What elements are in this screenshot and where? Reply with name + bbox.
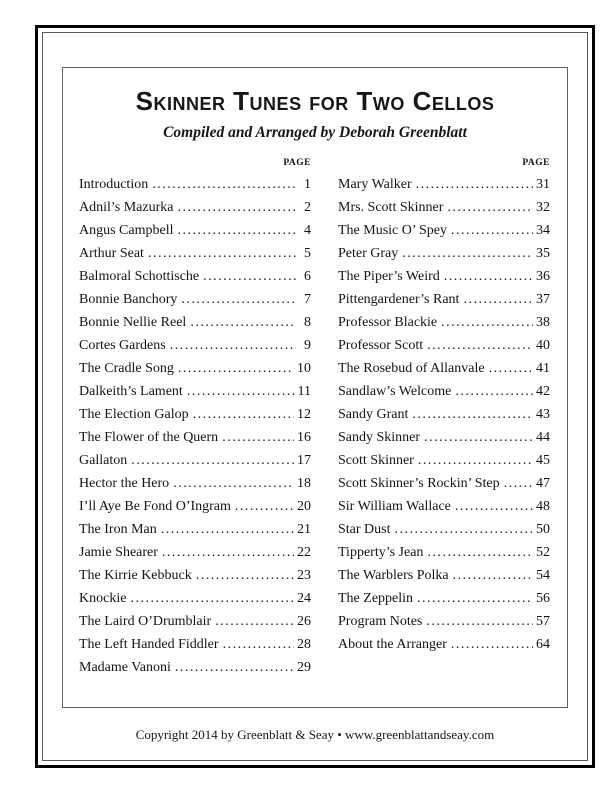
toc-entry-title: The Music O’ Spey xyxy=(338,223,447,238)
dot-leader xyxy=(427,541,533,564)
toc-entry-title: The Zeppelin xyxy=(338,591,414,606)
toc-entry-title: The Rosebud of Allanvale xyxy=(338,361,485,376)
toc-entry xyxy=(79,495,311,518)
toc-entry-page-number: 26 xyxy=(297,614,311,629)
toc-entry-page-number: 20 xyxy=(297,499,311,514)
column-header-page-right: PAGE xyxy=(522,158,550,168)
dot-leader xyxy=(161,518,294,541)
toc-entry-title: Madame Vanoni xyxy=(79,660,171,675)
dot-leader xyxy=(178,357,294,380)
toc-entry xyxy=(79,242,311,265)
toc-entry-title: Professor Scott xyxy=(338,338,424,353)
dot-leader xyxy=(177,196,296,219)
toc-entry xyxy=(338,587,550,610)
toc-entry-page-number: 21 xyxy=(297,522,311,537)
toc-content-box xyxy=(62,67,568,708)
toc-entry-title: Sandlaw’s Welcome xyxy=(338,384,452,399)
dot-leader xyxy=(395,518,534,541)
dot-leader xyxy=(455,495,533,518)
dot-leader xyxy=(427,334,533,357)
toc-right-column xyxy=(338,158,550,656)
toc-entry-title: Knockie xyxy=(79,591,127,606)
toc-entry-page-number: 41 xyxy=(536,361,550,376)
toc-entry-page-number: 16 xyxy=(297,430,311,445)
toc-entry xyxy=(79,380,311,403)
toc-entry xyxy=(338,633,550,656)
toc-entry-title: Professor Blackie xyxy=(338,315,438,330)
toc-entry-title: Introduction xyxy=(79,177,149,192)
dot-leader xyxy=(187,380,295,403)
toc-entry xyxy=(79,265,311,288)
toc-entry-title: The Left Handed Fiddler xyxy=(79,637,219,652)
toc-entry-page-number: 56 xyxy=(536,591,550,606)
toc-entry xyxy=(79,472,311,495)
dot-leader xyxy=(441,311,533,334)
toc-entry-title: Arthur Seat xyxy=(79,246,144,261)
toc-entry xyxy=(338,610,550,633)
dot-leader xyxy=(447,196,533,219)
toc-entry-title: Balmoral Schottische xyxy=(79,269,200,284)
toc-entry-page-number: 43 xyxy=(536,407,550,422)
toc-entry-page-number: 23 xyxy=(297,568,311,583)
toc-entry-title: Hector the Hero xyxy=(79,476,170,491)
toc-entry xyxy=(338,311,550,334)
dot-leader xyxy=(235,495,294,518)
dot-leader xyxy=(173,472,294,495)
toc-entry xyxy=(338,288,550,311)
dot-leader xyxy=(190,311,296,334)
toc-entry xyxy=(79,357,311,380)
toc-entry-page-number: 36 xyxy=(536,269,550,284)
toc-entry-page-number: 64 xyxy=(536,637,550,652)
toc-entry xyxy=(338,380,550,403)
toc-entry-title: The Flower of the Quern xyxy=(79,430,219,445)
toc-entry-page-number: 31 xyxy=(536,177,550,192)
toc-entry-title: Star Dust xyxy=(338,522,391,537)
toc-entry-page-number: 5 xyxy=(304,246,311,261)
toc-entry-page-number: 54 xyxy=(536,568,550,583)
dot-leader xyxy=(412,403,533,426)
toc-entry-page-number: 52 xyxy=(536,545,550,560)
dot-leader xyxy=(130,587,294,610)
toc-entry xyxy=(79,518,311,541)
toc-entry-page-number: 7 xyxy=(304,292,311,307)
dot-leader xyxy=(451,219,533,242)
dot-leader xyxy=(162,541,294,564)
toc-entry-page-number: 38 xyxy=(536,315,550,330)
toc-entry-page-number: 57 xyxy=(536,614,550,629)
toc-entry-page-number: 50 xyxy=(536,522,550,537)
toc-entry xyxy=(79,173,311,196)
toc-entry-title: Mary Walker xyxy=(338,177,412,192)
dot-leader xyxy=(175,656,294,679)
toc-entry xyxy=(338,265,550,288)
dot-leader xyxy=(455,380,533,403)
toc-entry-page-number: 4 xyxy=(304,223,311,238)
toc-entry-title: Scott Skinner xyxy=(338,453,414,468)
toc-entry xyxy=(79,449,311,472)
copyright-footer: Copyright 2014 by Greenblatt & Seay • www.greenblattandseay.com xyxy=(135,727,495,742)
toc-entry-title: Adnil’s Mazurka xyxy=(79,200,174,215)
toc-entry-title: Pittengardener’s Rant xyxy=(338,292,460,307)
toc-entry-page-number: 17 xyxy=(297,453,311,468)
dot-leader xyxy=(451,633,533,656)
dot-leader xyxy=(444,265,533,288)
toc-entry xyxy=(79,564,311,587)
toc-entry-page-number: 6 xyxy=(304,269,311,284)
toc-entry-page-number: 35 xyxy=(536,246,550,261)
toc-entry-title: Peter Gray xyxy=(338,246,399,261)
toc-entry xyxy=(79,541,311,564)
toc-entry xyxy=(79,403,311,426)
toc-entry xyxy=(338,196,550,219)
toc-entry-title: The Warblers Polka xyxy=(338,568,449,583)
toc-entry-page-number: 42 xyxy=(536,384,550,399)
dot-leader xyxy=(215,610,294,633)
toc-entry xyxy=(79,311,311,334)
toc-entry-title: Tipperty’s Jean xyxy=(338,545,424,560)
toc-entry-page-number: 40 xyxy=(536,338,550,353)
toc-entry-page-number: 8 xyxy=(304,315,311,330)
toc-entry xyxy=(79,219,311,242)
toc-entry-title: Sandy Skinner xyxy=(338,430,421,445)
toc-entry xyxy=(338,334,550,357)
toc-entry-page-number: 11 xyxy=(297,384,311,399)
toc-entry-page-number: 9 xyxy=(304,338,311,353)
dot-leader xyxy=(170,334,296,357)
toc-entry-title: The Iron Man xyxy=(79,522,157,537)
dot-leader xyxy=(463,288,533,311)
toc-entry xyxy=(338,173,550,196)
toc-entry xyxy=(338,495,550,518)
dot-leader xyxy=(152,173,296,196)
toc-entry xyxy=(338,564,550,587)
toc-entry-title: Jamie Shearer xyxy=(79,545,158,560)
dot-leader xyxy=(426,610,533,633)
toc-entry xyxy=(338,403,550,426)
dot-leader xyxy=(418,449,533,472)
toc-entry-page-number: 18 xyxy=(297,476,311,491)
toc-entry-title: Sir William Wallace xyxy=(338,499,451,514)
toc-entry xyxy=(338,518,550,541)
toc-entry-title: Mrs. Scott Skinner xyxy=(338,200,444,215)
toc-entry xyxy=(79,426,311,449)
toc-entry-title: Gallaton xyxy=(79,453,128,468)
toc-entry-title: Bonnie Banchory xyxy=(79,292,178,307)
toc-entry-page-number: 29 xyxy=(297,660,311,675)
dot-leader xyxy=(178,219,297,242)
toc-entry-page-number: 22 xyxy=(297,545,311,560)
toc-entry-title: I’ll Aye Be Fond O’Ingram xyxy=(79,499,231,514)
toc-entry-page-number: 48 xyxy=(536,499,550,514)
dot-leader xyxy=(416,173,533,196)
toc-entry-title: Bonnie Nellie Reel xyxy=(79,315,187,330)
toc-entry-page-number: 32 xyxy=(536,200,550,215)
dot-leader xyxy=(148,242,296,265)
column-header-page-left: PAGE xyxy=(283,158,311,168)
toc-entry xyxy=(338,541,550,564)
dot-leader xyxy=(193,403,294,426)
toc-entry-title: The Kirrie Kebbuck xyxy=(79,568,192,583)
toc-entry-page-number: 28 xyxy=(297,637,311,652)
toc-entry xyxy=(79,288,311,311)
toc-entry xyxy=(79,610,311,633)
toc-entry xyxy=(338,242,550,265)
toc-entry xyxy=(79,196,311,219)
toc-entry xyxy=(338,426,550,449)
toc-entry xyxy=(338,219,550,242)
dot-leader xyxy=(203,265,296,288)
dot-leader xyxy=(489,357,533,380)
dot-leader xyxy=(424,426,533,449)
toc-left-column xyxy=(79,158,311,679)
toc-entry-page-number: 1 xyxy=(304,177,311,192)
toc-entry-title: Cortes Gardens xyxy=(79,338,166,353)
toc-entry xyxy=(79,334,311,357)
dot-leader xyxy=(196,564,294,587)
toc-entry-page-number: 37 xyxy=(536,292,550,307)
toc-entry-title: Scott Skinner’s Rockin’ Step xyxy=(338,476,500,491)
page-title: Skinner Tunes for Two Cellos xyxy=(135,86,495,116)
toc-entry-page-number: 45 xyxy=(536,453,550,468)
toc-entry-title: The Cradle Song xyxy=(79,361,174,376)
toc-entry-title: The Election Galop xyxy=(79,407,189,422)
toc-entry-title: Sandy Grant xyxy=(338,407,409,422)
toc-entry-title: The Laird O’Drumblair xyxy=(79,614,212,629)
dot-leader xyxy=(504,472,533,495)
toc-entry-page-number: 34 xyxy=(536,223,550,238)
toc-entry xyxy=(338,472,550,495)
dot-leader xyxy=(181,288,296,311)
dot-leader xyxy=(223,633,294,656)
toc-entry-title: Angus Campbell xyxy=(79,223,174,238)
dot-leader xyxy=(402,242,533,265)
toc-entry-page-number: 44 xyxy=(536,430,550,445)
dot-leader xyxy=(222,426,294,449)
toc-entry-title: About the Arranger xyxy=(338,637,447,652)
toc-entry-title: Dalkeith’s Lament xyxy=(79,384,183,399)
toc-entry xyxy=(79,633,311,656)
toc-entry-page-number: 12 xyxy=(297,407,311,422)
toc-entry xyxy=(79,656,311,679)
toc-entry-page-number: 47 xyxy=(536,476,550,491)
toc-entry-page-number: 10 xyxy=(297,361,311,376)
toc-entry xyxy=(79,587,311,610)
toc-entry-title: The Piper’s Weird xyxy=(338,269,440,284)
toc-entry-title: Program Notes xyxy=(338,614,423,629)
dot-leader xyxy=(131,449,294,472)
dot-leader xyxy=(417,587,533,610)
toc-entry xyxy=(338,357,550,380)
toc-entry-page-number: 24 xyxy=(297,591,311,606)
toc-entry xyxy=(338,449,550,472)
toc-entry-page-number: 2 xyxy=(304,200,311,215)
page-subtitle: Compiled and Arranged by Deborah Greenblatt xyxy=(163,124,467,141)
dot-leader xyxy=(453,564,533,587)
